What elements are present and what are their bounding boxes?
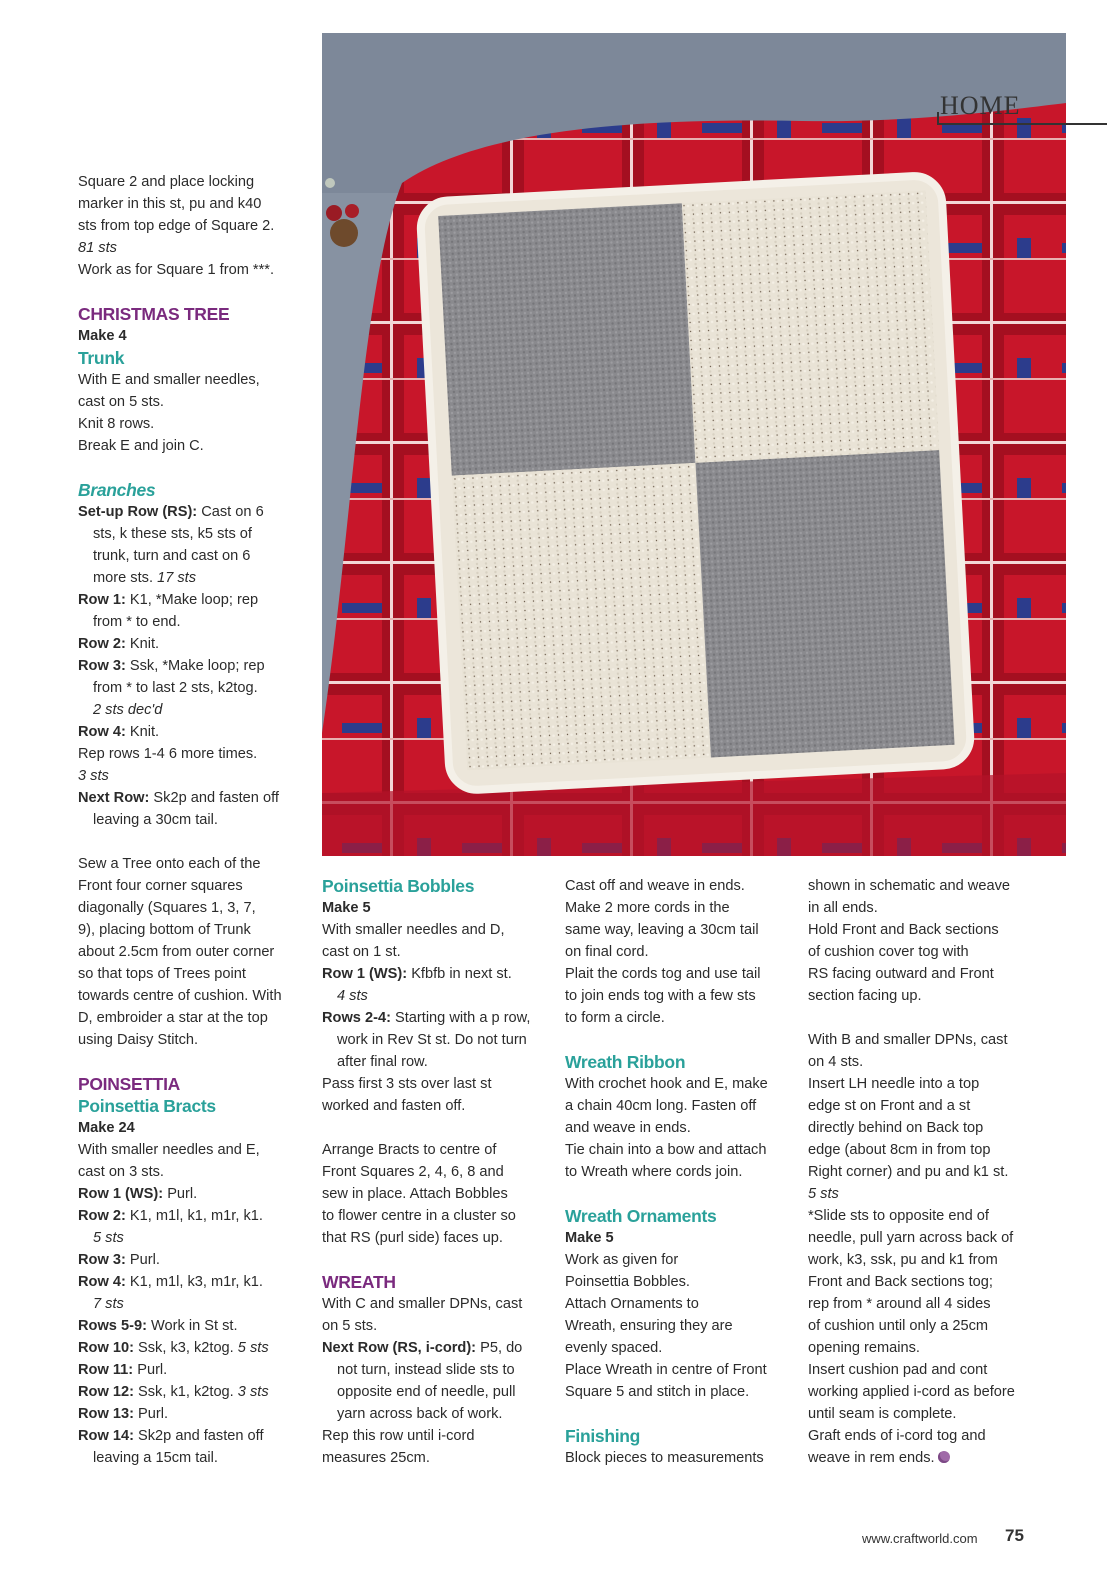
text-line: cast on 1 st. [322, 944, 401, 960]
row-instruction: Row 1 (WS): Purl. [78, 1186, 198, 1202]
text-line: With smaller needles and D, [322, 922, 505, 938]
text-line: Work as given for [565, 1252, 679, 1268]
section-divider [937, 123, 1107, 125]
text-line: Block pieces to measurements [565, 1450, 764, 1466]
row-instruction: Row 12: Ssk, k1, k2tog. 3 sts [78, 1384, 269, 1400]
text-line: Poinsettia Bobbles. [565, 1274, 690, 1290]
row-label: Row 3: [78, 658, 126, 674]
heading-wreath: WREATH [322, 1272, 396, 1292]
text-line: Knit 8 rows. [78, 416, 155, 432]
text-line: Insert LH needle into a top [808, 1076, 980, 1092]
stitch-count: 7 sts [93, 1296, 124, 1312]
text-line: edge st on Front and a st [808, 1098, 971, 1114]
column-3 [565, 875, 795, 1469]
text-line: Graft ends of i-cord tog and [808, 1428, 986, 1444]
stitch-count: 4 sts [337, 988, 368, 1004]
row-label: Row 4: [78, 724, 126, 740]
intro-line: Square 2 and place locking [78, 174, 255, 190]
text-line: Place Wreath in centre of Front [565, 1362, 767, 1378]
stitch-count: 5 sts [808, 1186, 839, 1202]
text-line: Pass first 3 sts over last st [322, 1076, 492, 1092]
row-label: Row 3: [78, 1252, 126, 1268]
text-line: Plait the cords tog and use tail [565, 966, 761, 982]
text-line: that RS (purl side) faces up. [322, 1230, 503, 1246]
text-line: With smaller needles and E, [78, 1142, 260, 1158]
row-instruction: Row 1: K1, *Make loop; rep [78, 592, 259, 608]
row-label: Row 4: [78, 1274, 126, 1290]
make-count: Make 24 [78, 1120, 135, 1136]
text-line: Sew a Tree onto each of the [78, 856, 261, 872]
text-line: and weave in ends. [565, 1120, 691, 1136]
text-line: Front and Back sections tog; [808, 1274, 993, 1290]
text-line: section facing up. [808, 988, 922, 1004]
make-count: Make 5 [322, 900, 371, 916]
text-line: cast on 3 sts. [78, 1164, 164, 1180]
row-label: Row 2: [78, 636, 126, 652]
text-line: on 4 sts. [808, 1054, 864, 1070]
row-label: Row 11: [78, 1362, 134, 1378]
text-line: weave in rem ends. [808, 1450, 935, 1466]
row-label: Row 1: [78, 592, 126, 608]
text-line: Right corner) and pu and k1 st. [808, 1164, 1009, 1180]
row-label: Row 12: [78, 1384, 134, 1400]
row-instruction: Rows 5-9: Work in St st. [78, 1318, 238, 1334]
intro-line: Work as for Square 1 from ***. [78, 262, 275, 278]
subheading-wreath-ornaments: Wreath Ornaments [565, 1206, 717, 1226]
stitch-count: 5 sts [237, 1340, 269, 1356]
row-instruction: Row 1 (WS): Kfbfb in next st. [322, 966, 512, 982]
text-line: opening remains. [808, 1340, 920, 1356]
text-line: Rep this row until i-cord [322, 1428, 475, 1444]
text-line: evenly spaced. [565, 1340, 663, 1356]
text-line: on final cord. [565, 944, 649, 960]
text-line: edge (about 8cm in from top [808, 1142, 991, 1158]
column-1: Square 2 and place locking marker in this st, pu and k40 sts from top edge of Square 2. 81 sts Work as for Square 1 from ***. CHRISTMAS TREE Make 4 Trunk With E and smaller needles, cast on 5 sts. Knit 8 rows. Break E and join C. Branches Set-up Row (RS): Cast on 6 sts, k these sts, k5 sts of trunk, turn and cast on 6 more sts. 17 sts Row 1: K1, *Make loop; rep from * to end. Row 2: Knit. Row 3: Ssk, *Make loop; rep from * to last 2 sts, k2tog. 2 sts dec'd Row 4: Knit. Rep rows 1-4 6 more times. 3 sts Next Row: Sk2p and fasten off leaving a 30cm tail. Sew a Tree onto each of the Front four corner squares diagonally (Squares 1, 3, 7, 9), placing bottom of Trunk about 2.5cm from outer corner so that tops of Trees point towards centre of cushion. With D, embroider a star at the top using Daisy Stitch. POINSETTIA Poinsettia Bracts Make 24 With smaller needles and E, cast on 3 sts. Row 1 (WS): Purl. Row 2: K1, m1l, k1, m1r, k1. 5 sts Row 3: Purl. Row 4: K1, m1l, k3, m1r, k1. 7 sts Rows 5-9: Work in St st. Row 10: Ssk, k3, k2tog. 5 sts Row 11: Purl. Row 12: Ssk, k1, k2tog. 3 sts Row 13: Purl. Row 14: Sk2p and fasten off leaving a 15cm tail. [78, 171, 308, 1469]
stitch-count: 2 sts dec'd [93, 702, 163, 718]
make-count: Make 5 [565, 1230, 614, 1246]
text-line: Square 5 and stitch in place. [565, 1384, 750, 1400]
text-line: about 2.5cm from outer corner [78, 944, 275, 960]
row-label: Row 2: [78, 1208, 126, 1224]
cushion-photo-drawing [322, 33, 1066, 856]
text-line: Wreath, ensuring they are [565, 1318, 733, 1334]
text-line: diagonally (Squares 1, 3, 7, [78, 900, 256, 916]
text-line: shown in schematic and weave [808, 878, 1010, 894]
intro-line: sts from top edge of Square 2. [78, 218, 275, 234]
text-line: With C and smaller DPNs, cast [322, 1296, 523, 1312]
text-line: Rep rows 1-4 6 more times. [78, 746, 258, 762]
row-label: Rows 5-9: [78, 1318, 147, 1334]
text-line: With crochet hook and E, make [565, 1076, 768, 1092]
text-line: rep from * around all 4 sides [808, 1296, 991, 1312]
heading-poinsettia: POINSETTIA [78, 1074, 181, 1094]
text-line: Make 2 more cords in the [565, 900, 730, 916]
heading-christmas-tree: CHRISTMAS TREE [78, 304, 230, 324]
row-instruction: Set-up Row (RS): Cast on 6 [78, 504, 264, 520]
text-line: RS facing outward and Front [808, 966, 994, 982]
text-line: to join ends tog with a few sts [565, 988, 756, 1004]
stitch-count: 5 sts [93, 1230, 124, 1246]
row-instruction: Row 2: K1, m1l, k1, m1r, k1. [78, 1208, 263, 1224]
text-line: Hold Front and Back sections [808, 922, 999, 938]
text-line: to flower centre in a cluster so [322, 1208, 516, 1224]
row-instruction: Row 4: Knit. [78, 724, 160, 740]
text-line: worked and fasten off. [322, 1098, 466, 1114]
row-instruction: Row 11: Purl. [78, 1362, 168, 1378]
yarn-ball-icon [938, 1451, 950, 1463]
text-line: Cast off and weave in ends. [565, 878, 745, 894]
text-line: to Wreath where cords join. [565, 1164, 743, 1180]
text-line: Break E and join C. [78, 438, 204, 454]
text-line: Attach Ornaments to [565, 1296, 699, 1312]
row-label: Row 14: [78, 1428, 134, 1444]
stitch-count: 81 sts [78, 240, 117, 256]
footer-url: www.craftworld.com [862, 1531, 978, 1546]
subheading-bobbles: Poinsettia Bobbles [322, 876, 475, 896]
subheading-trunk: Trunk [78, 348, 125, 368]
row-instruction: Next Row (RS, i-cord): P5, do [322, 1340, 523, 1356]
row-instruction: Row 10: Ssk, k3, k2tog. 5 sts [78, 1340, 269, 1356]
text-line: in all ends. [808, 900, 878, 916]
cushion-photo [322, 33, 1066, 856]
text-line: Arrange Bracts to centre of [322, 1142, 497, 1158]
text-line: With E and smaller needles, [78, 372, 260, 388]
subheading-branches: Branches [78, 480, 156, 500]
text-line: on 5 sts. [322, 1318, 378, 1334]
stitch-count: 3 sts [78, 768, 109, 784]
row-instruction: Row 14: Sk2p and fasten off [78, 1428, 264, 1444]
text-line: needle, pull yarn across back of [808, 1230, 1014, 1246]
row-instruction: Row 2: Knit. [78, 636, 160, 652]
text-line: a chain 40cm long. Fasten off [565, 1098, 757, 1114]
subheading-finishing: Finishing [565, 1426, 641, 1446]
row-label: Next Row (RS, i-cord): [322, 1340, 477, 1356]
stitch-count: 17 sts [157, 570, 197, 586]
text-line: D, embroider a star at the top [78, 1010, 268, 1026]
row-instruction: Row 3: Ssk, *Make loop; rep [78, 658, 265, 674]
text-line: *Slide sts to opposite end of [808, 1208, 989, 1224]
row-label: Row 13: [78, 1406, 134, 1422]
subheading-bracts: Poinsettia Bracts [78, 1096, 216, 1116]
column-2: Poinsettia Bobbles Make 5 With smaller needles and D, cast on 1 st. Row 1 (WS): Kfbfb in next st. 4 sts Rows 2-4: Starting with a p row, work in Rev St st. Do not turn after final row. Pass first 3 sts over last st worked and fasten off. Arrange Bracts to centre of Front Squares 2, 4, 6, 8 and sew in place. Attach Bobbles to flower centre in a cluster so that RS (purl side) faces up. WREATH With C and smaller DPNs, cast on 5 sts. Next Row (RS, i-cord): P5, do not turn, instead slide sts to opposite end of needle, pull yarn across back of work. Rep this row until i-cord measures 25cm. [322, 875, 552, 1469]
text-line: until seam is complete. [808, 1406, 957, 1422]
text-line: Front Squares 2, 4, 6, 8 and [322, 1164, 504, 1180]
text-line: Front four corner squares [78, 878, 243, 894]
text-line: measures 25cm. [322, 1450, 430, 1466]
text-line: Insert cushion pad and cont [808, 1362, 988, 1378]
row-label: Rows 2-4: [322, 1010, 391, 1026]
text-line: using Daisy Stitch. [78, 1032, 199, 1048]
text-line: sew in place. Attach Bobbles [322, 1186, 508, 1202]
text-line: With B and smaller DPNs, cast [808, 1032, 1008, 1048]
row-instruction: Rows 2-4: Starting with a p row, [322, 1010, 531, 1026]
text-line: work, k3, ssk, pu and k1 from [808, 1252, 998, 1268]
intro-line: marker in this st, pu and k40 [78, 196, 262, 212]
page-number: 75 [1005, 1526, 1024, 1545]
text-line: working applied i-cord as before [808, 1384, 1015, 1400]
column-4 [808, 875, 1048, 1469]
text-line: directly behind on Back top [808, 1120, 984, 1136]
section-label: HOME [940, 91, 1021, 120]
text-line: Tie chain into a bow and attach [565, 1142, 767, 1158]
text-line: so that tops of Trees point [78, 966, 246, 982]
stitch-count: 3 sts [237, 1384, 269, 1400]
text-line: of cushion cover tog with [808, 944, 969, 960]
text-line: to form a circle. [565, 1010, 665, 1026]
row-label: Row 1 (WS): [78, 1186, 164, 1202]
text-line: of cushion until only a 25cm [808, 1318, 989, 1334]
row-label: Row 1 (WS): [322, 966, 408, 982]
row-instruction: Next Row: Sk2p and fasten off [78, 790, 279, 806]
row-label: Set-up Row (RS): [78, 504, 198, 520]
row-label: Next Row: [78, 790, 150, 806]
row-instruction: Row 4: K1, m1l, k3, m1r, k1. [78, 1274, 263, 1290]
text-line: same way, leaving a 30cm tail [565, 922, 759, 938]
text-line: 9), placing bottom of Trunk [78, 922, 251, 938]
row-instruction: Row 3: Purl. [78, 1252, 160, 1268]
make-count: Make 4 [78, 328, 127, 344]
row-instruction: Row 13: Purl. [78, 1406, 169, 1422]
subheading-wreath-ribbon: Wreath Ribbon [565, 1052, 686, 1072]
row-label: Row 10: [78, 1340, 134, 1356]
text-line: cast on 5 sts. [78, 394, 164, 410]
text-line: towards centre of cushion. With [78, 988, 282, 1004]
